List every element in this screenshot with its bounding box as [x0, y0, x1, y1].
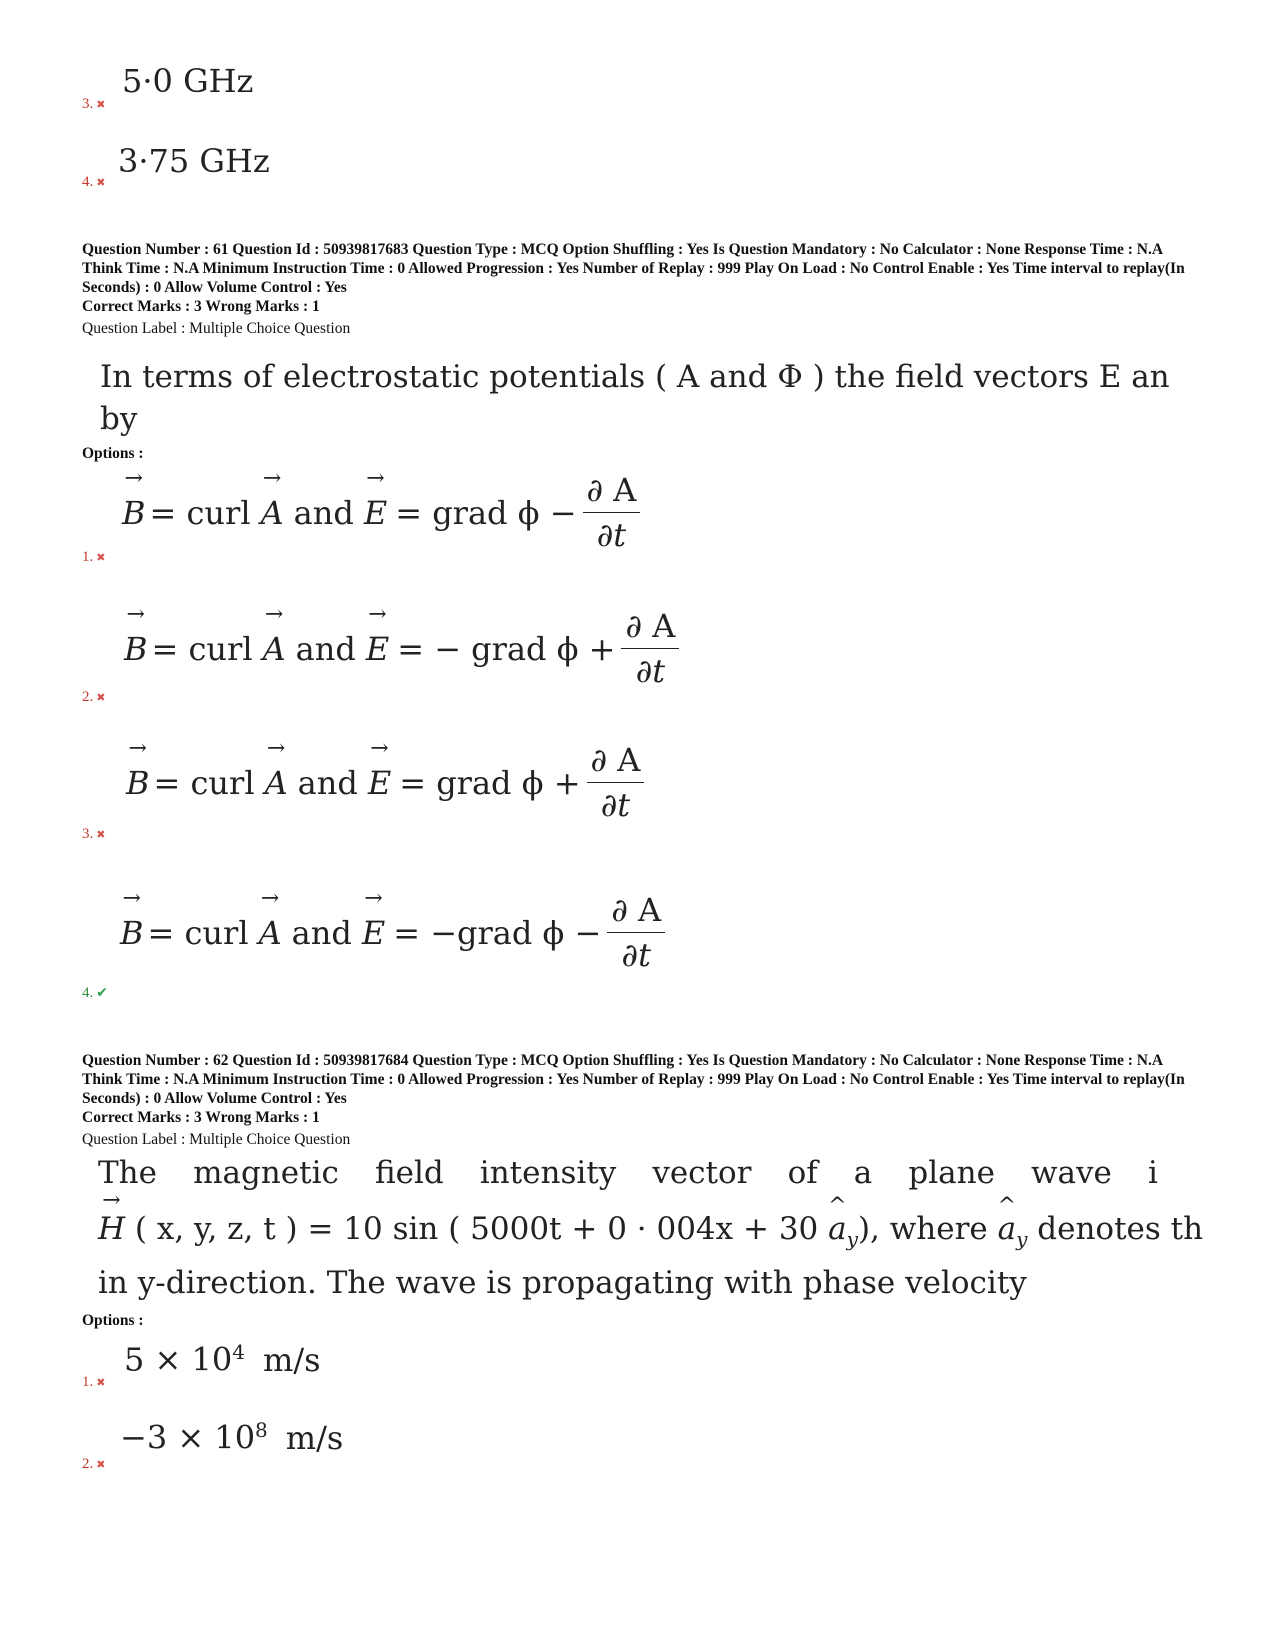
prev-option-4-text: 3·75 GHz	[118, 142, 270, 180]
q62-option-2-text: $-3 \times 10^8$ m/s	[120, 1418, 344, 1457]
q62-option-1-text: $5 \times 10^4$ m/s	[124, 1340, 321, 1379]
wrong-icon: ✖	[96, 828, 106, 841]
wrong-icon: ✖	[96, 1376, 106, 1389]
q62-question-line2: → H ( x, y, z, t ) = 10 sin ( 5000t + 0 · 004x + 30 ^ $a_y$), where ^ $a_y$ denotes th	[98, 1208, 1158, 1260]
q62-meta: Question Number : 62 Question Id : 50939817684 Question Type : MCQ Option Shuffling : Yes Is Question Mandatory : No Calculator : None Response Time : N.A Think Time : N.A Minimum Instruction Time : 0 Allowed Progression : Yes Number of Replay : 999 Play On Load : No Control Enable : Yes Time interval to replay(In Seconds) : 0 Allow Volume Control : Yes	[82, 1052, 1185, 1107]
checkmark-icon: ✔	[96, 985, 108, 1001]
q62-question-line3: in y-direction. The wave is propagating with phase velocity	[98, 1265, 1027, 1301]
q61-option-4-number: 4. ✔	[82, 985, 108, 1001]
q61-option-3-number: 3. ✖	[82, 826, 106, 842]
q61-marks: Correct Marks : 3 Wrong Marks : 1	[82, 298, 320, 315]
q62-marks: Correct Marks : 3 Wrong Marks : 1	[82, 1109, 320, 1126]
q61-label: Question Label : Multiple Choice Question	[82, 320, 351, 337]
q62-options-heading: Options :	[82, 1312, 144, 1329]
q61-question-line2: by	[100, 401, 138, 437]
prev-option-3-text: 5·0 GHz	[122, 62, 254, 100]
q61-option-3-equation: → B = curl → A and → E = grad ϕ + $\frac{\partial A}{\partial t}$	[126, 740, 644, 825]
q62-label: Question Label : Multiple Choice Question	[82, 1131, 351, 1148]
q61-question-line1: In terms of electrostatic potentials ( A and Φ ) the field vectors E an	[100, 359, 1170, 395]
wrong-icon: ✖	[96, 691, 106, 704]
q61-option-2-number: 2. ✖	[82, 689, 106, 705]
q61-option-1-equation: → B = curl → A and → E = grad ϕ − $\frac{\partial A}{\partial t}$	[122, 470, 640, 555]
q61-meta: Question Number : 61 Question Id : 50939817683 Question Type : MCQ Option Shuffling : Yes Is Question Mandatory : No Calculator : None Response Time : N.A Think Time : N.A Minimum Instruction Time : 0 Allowed Progression : Yes Number of Replay : 999 Play On Load : No Control Enable : Yes Time interval to replay(In Seconds) : 0 Allow Volume Control : Yes	[82, 241, 1185, 296]
prev-option-4-number: 4. ✖	[82, 174, 106, 190]
wrong-icon: ✖	[96, 1458, 106, 1471]
q61-option-4-equation: → B = curl → A and → E = −grad ϕ − $\frac{\partial A}{\partial t}$	[120, 890, 665, 975]
q62-option-1-number: 1. ✖	[82, 1374, 106, 1390]
q62-option-2-number: 2. ✖	[82, 1456, 106, 1472]
q61-option-2-equation: → B = curl → A and → E = − grad ϕ + $\frac{\partial A}{\partial t}$	[124, 606, 679, 691]
wrong-icon: ✖	[96, 551, 106, 564]
wrong-icon: ✖	[96, 176, 106, 189]
q61-options-heading: Options :	[82, 445, 144, 462]
prev-option-3-number: 3. ✖	[82, 96, 106, 112]
q61-option-1-number: 1. ✖	[82, 549, 106, 565]
wrong-icon: ✖	[96, 98, 106, 111]
q62-question-line1: The magnetic field intensity vector of a plane wave i	[98, 1155, 1158, 1191]
